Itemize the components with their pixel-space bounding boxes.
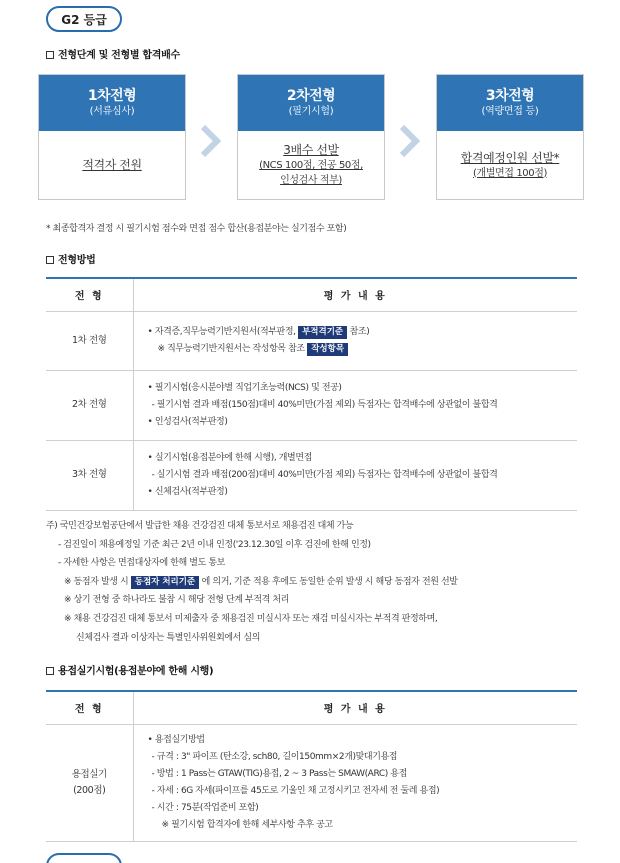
stage-detail-text: 인성검사 적부) — [280, 175, 342, 186]
content-text: • 신체검사(적부판정) — [147, 486, 228, 497]
criteria-tag-link[interactable]: 부적격기준 — [298, 326, 347, 339]
content-text: ※ 필기시험 합격자에 한해 세부사항 추후 공고 — [161, 819, 333, 830]
content-text: ※ 직무능력기반지원서는 작성항목 참조 — [157, 343, 308, 354]
stage-title: 2차전형 — [286, 88, 336, 104]
stage-card-1 — [38, 74, 186, 200]
stage-cell — [46, 724, 133, 841]
welding-test-table — [46, 690, 577, 842]
section-title-text: 전형방법 — [58, 255, 96, 266]
content-text: 참조) — [347, 326, 370, 337]
stage-detail-text: (NCS 100점, 전공 50점, — [259, 160, 363, 171]
table-header-row — [46, 278, 577, 311]
final-score-footnote: * 최종합격자 결정 시 필기시험 점수와 면접 점수 합산(용접분야는 실기점수 포함) — [46, 224, 347, 234]
column-header-content: 평 가 내 용 — [133, 278, 577, 311]
content-text: • 자격증,직무능력기반지원서(적부판정, — [147, 326, 299, 337]
stage-name: 용접실기 — [71, 768, 107, 780]
selection-method-table — [46, 277, 577, 511]
table-row — [46, 370, 577, 440]
stage-header — [39, 75, 185, 131]
stage-subtitle: (서류심사) — [89, 106, 135, 117]
content-text: - 방법 : 1 Pass는 GTAW(TIG)용접, 2 ~ 3 Pass는 SMAW(ARC) 용접 — [151, 768, 407, 779]
stage-points: (200점) — [73, 784, 106, 796]
note-line: 주) 국민건강보험공단에서 발급한 채용 건강검진 대체 통보서로 채용검진 대체 가능 — [46, 521, 354, 531]
chevron-right-icon — [199, 124, 221, 158]
section-title-text: 용접실기시험(용접분야에 한해 시행) — [58, 666, 214, 677]
note-line: - 검진일이 채용예정일 기준 최근 2년 이내 인정('23.12.30일 이후 검진에 한해 인정) — [58, 539, 371, 550]
stage-title: 1차전형 — [87, 88, 137, 104]
stage-card-3 — [436, 74, 584, 200]
note-line: - 자세한 사항은 면접대상자에 한해 별도 통보 — [58, 558, 225, 569]
section-title-text: 전형단계 및 전형별 합격배수 — [58, 50, 180, 61]
stage-title: 3차전형 — [485, 88, 535, 104]
table-row — [46, 440, 577, 510]
note-line: ※ 채용 건강검진 대체 통보서 미제출자 중 채용검진 미실시자 또는 재검 미실시자는 부적격 판정하며, — [64, 613, 438, 624]
stage-main-text: 3배수 선발 — [283, 143, 339, 157]
stage-cell: 2차 전형 — [46, 370, 133, 440]
column-header-stage: 전 형 — [46, 278, 133, 311]
stage-card-2 — [237, 74, 385, 200]
content-text: - 실기시험 결과 배점(200점)대비 40%미만(가점 제외) 득점자는 합격배수에 상관없이 불합격 — [151, 469, 498, 480]
stage-cell: 1차 전형 — [46, 311, 133, 370]
checkbox-square-icon — [46, 667, 54, 675]
notes-block — [46, 517, 458, 647]
stage-body — [238, 131, 384, 199]
stage-body — [437, 131, 583, 199]
note-line: 신체검사 결과 이상자는 특별인사위원회에서 심의 — [76, 632, 261, 643]
content-text: • 실기시험(용접분야에 한해 시행), 개별면접 — [147, 452, 312, 463]
stage-main-text: 합격예정인원 선발* — [460, 150, 560, 165]
content-text: - 규격 : 3" 파이프 (탄소강, sch80, 길이150mm×2개)맞대기용접 — [151, 751, 398, 762]
note-line: ※ 상기 전형 중 하나라도 불참 시 해당 전형 단계 부적격 처리 — [64, 595, 289, 606]
content-text: • 필기시험(응시분야별 직업기초능력(NCS) 및 전공) — [147, 382, 342, 393]
content-cell — [133, 370, 577, 440]
table-header-row — [46, 691, 577, 724]
table-row — [46, 724, 577, 841]
note-text: ※ 동점자 발생 시 — [64, 576, 131, 587]
checkbox-square-icon — [46, 256, 54, 264]
stage-subtitle: (필기시험) — [288, 106, 334, 117]
column-header-content: 평 가 내 용 — [133, 691, 577, 724]
content-text: - 필기시험 결과 배점(150점)대비 40%미만(가점 제외) 득점자는 합격배수에 상관없이 불합격 — [151, 399, 498, 410]
next-grade-badge — [46, 853, 122, 863]
section-title-welding — [46, 662, 213, 677]
content-cell — [133, 440, 577, 510]
stage-cell: 3차 전형 — [46, 440, 133, 510]
column-header-stage: 전 형 — [46, 691, 133, 724]
grade-badge: G2 등급 — [46, 6, 122, 32]
stage-body — [39, 131, 185, 199]
content-cell — [133, 724, 577, 841]
note-text: 에 의거, 기준 적용 후에도 동일한 순위 발생 시 해당 동점자 전원 선발 — [199, 576, 458, 587]
content-cell — [133, 311, 577, 370]
content-text: - 시간 : 75분(작업준비 포함) — [151, 802, 259, 813]
stage-header — [238, 75, 384, 131]
checkbox-square-icon — [46, 51, 54, 59]
stage-header — [437, 75, 583, 131]
table-row — [46, 311, 577, 370]
stage-detail-text: (개별면접 100점) — [473, 167, 547, 179]
stage-main-text: 적격자 전원 — [82, 158, 142, 172]
section-title-stages — [46, 46, 180, 61]
section-title-methods — [46, 251, 95, 266]
content-text: - 자세 : 6G 자세(파이프를 45도로 기울인 채 고정시키고 전자세 전 둘레 용접) — [151, 785, 440, 796]
tie-rule-tag-link[interactable]: 동점자 처리기준 — [131, 576, 199, 589]
stage-subtitle: (역량면접 등) — [481, 106, 539, 117]
content-text: • 인성검사(적부판정) — [147, 416, 228, 427]
content-text: • 용접실기방법 — [147, 734, 205, 745]
form-items-tag-link[interactable]: 작성항목 — [307, 343, 348, 356]
chevron-right-icon — [398, 124, 420, 158]
